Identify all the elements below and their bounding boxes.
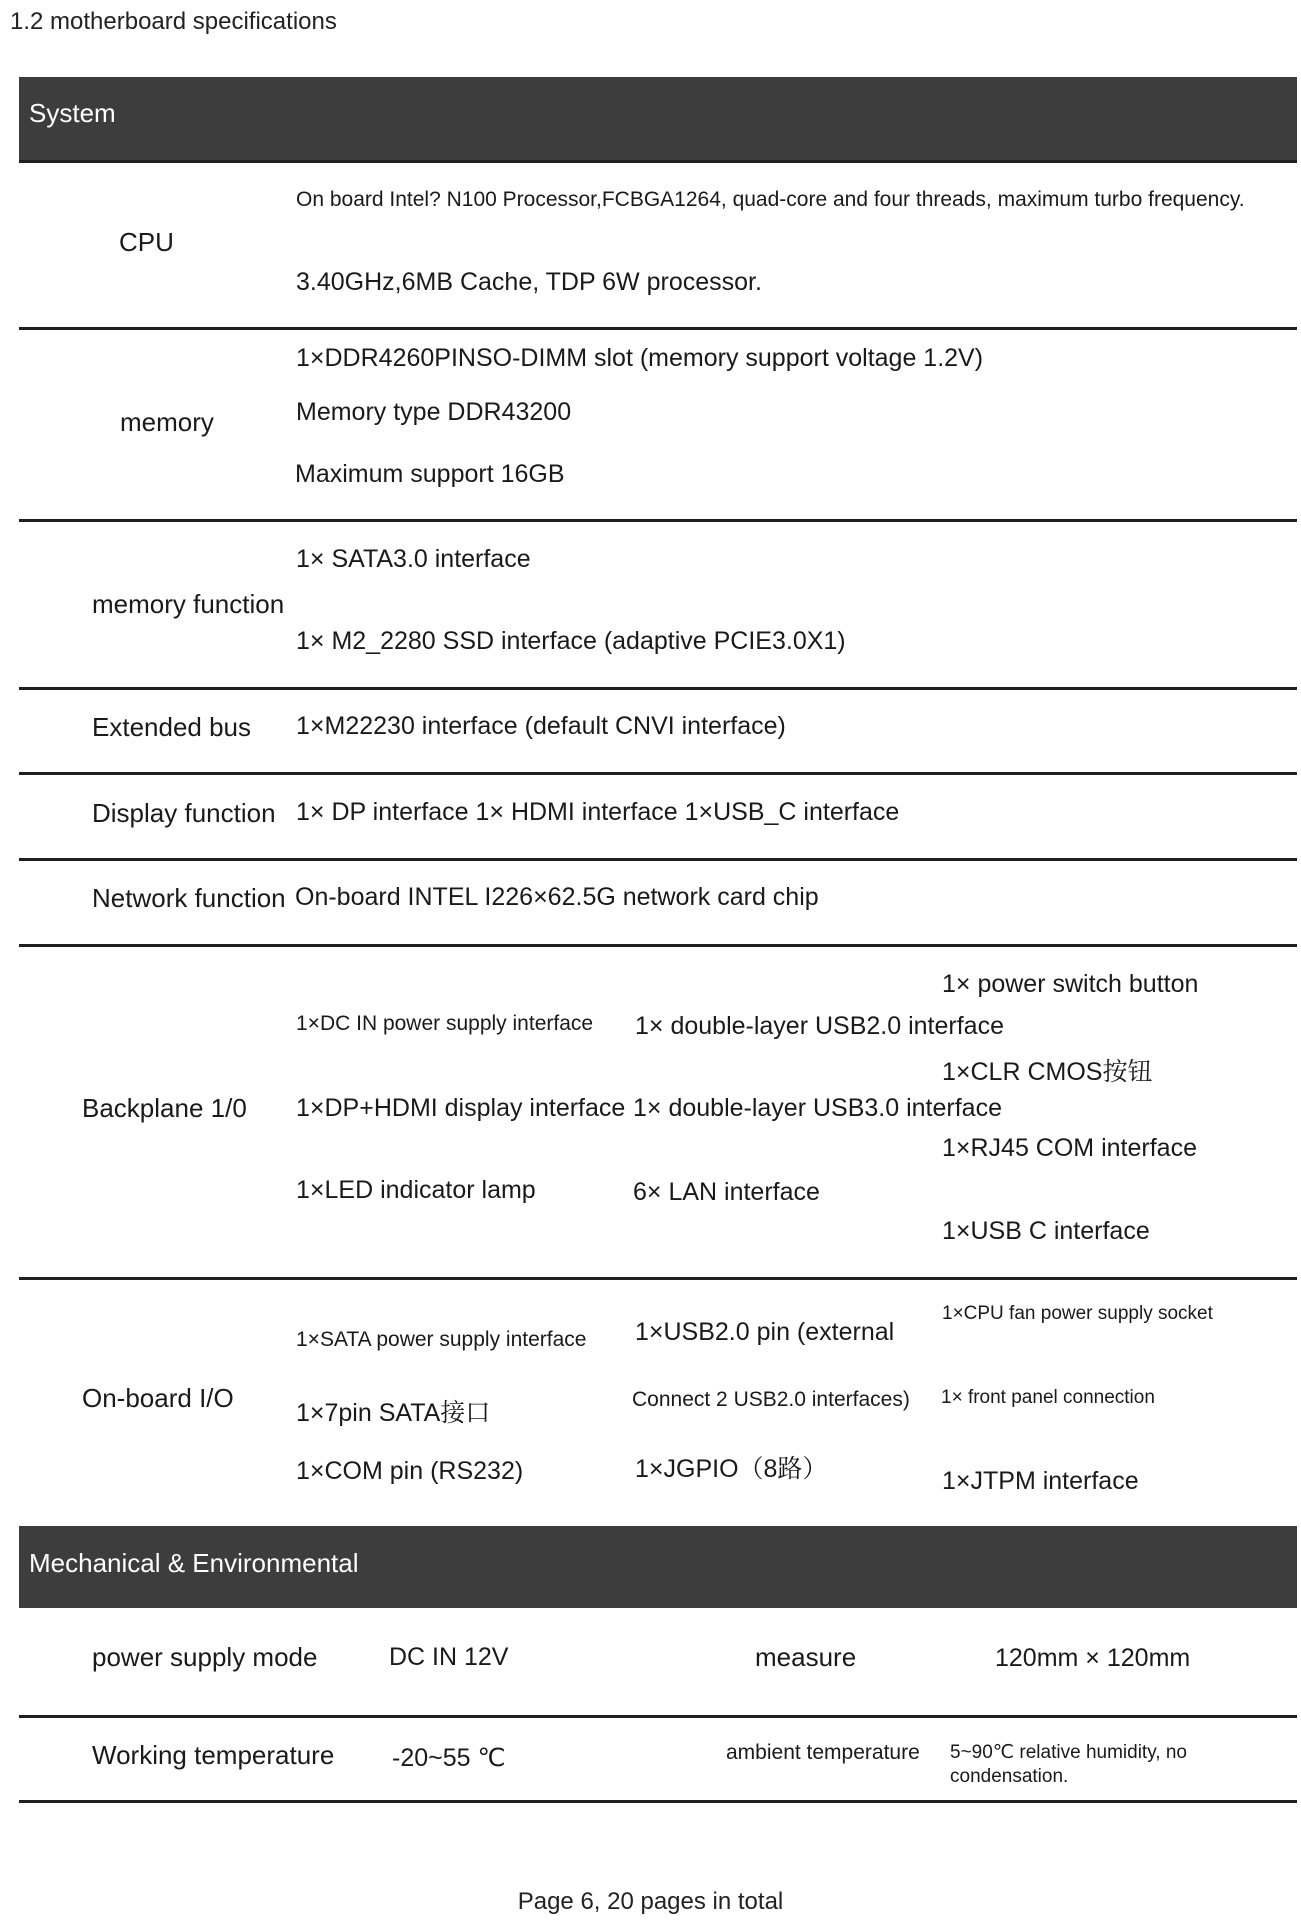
display-value: 1× DP interface 1× HDMI interface 1×USB_C interface (296, 798, 900, 826)
network-label: Network function (92, 883, 286, 913)
working-temperature-label: Working temperature (92, 1740, 335, 1770)
onboard-item: Connect 2 USB2.0 interfaces) (632, 1388, 910, 1411)
working-temperature-value: -20~55 ℃ (392, 1744, 506, 1772)
backplane-item: 1× power switch button (942, 970, 1199, 998)
cpu-value-line1: On board Intel? N100 Processor,FCBGA1264, quad-core and four threads, maximum turbo frequency. (296, 188, 1245, 211)
backplane-item: 6× LAN interface (633, 1178, 820, 1206)
storage-value-line: 1× M2_2280 SSD interface (adaptive PCIE3.0X1) (296, 627, 846, 655)
backplane-item: 1×CLR CMOS按钮 (942, 1058, 1153, 1086)
memory-value-line: Memory type DDR43200 (296, 398, 572, 426)
ambient-temperature-label: ambient temperature (726, 1741, 920, 1764)
page-footer: Page 6, 20 pages in total (517, 1888, 784, 1915)
divider (19, 858, 1297, 861)
extended-bus-value: 1×M22230 interface (default CNVI interface) (296, 712, 786, 740)
onboard-item: 1×JTPM interface (942, 1467, 1139, 1495)
divider (19, 1277, 1297, 1280)
system-header-label: System (29, 98, 116, 128)
onboard-item: 1×JGPIO（8路） (635, 1455, 828, 1483)
divider (19, 519, 1297, 522)
backplane-item: 1×DC IN power supply interface (296, 1012, 594, 1035)
system-header (19, 77, 1297, 161)
backplane-label: Backplane 1/0 (82, 1093, 247, 1123)
power-supply-value: DC IN 12V (389, 1643, 509, 1671)
memory-value-line: Maximum support 16GB (295, 460, 565, 488)
backplane-item: 1×RJ45 COM interface (942, 1134, 1197, 1162)
divider (19, 772, 1297, 775)
onboard-label: On-board I/O (82, 1383, 234, 1413)
backplane-item: 1×LED indicator lamp (296, 1176, 536, 1204)
divider (19, 327, 1297, 330)
onboard-item: 1×COM pin (RS232) (296, 1457, 524, 1485)
extended-bus-label: Extended bus (92, 712, 252, 742)
divider (19, 1715, 1297, 1718)
divider (19, 944, 1297, 947)
memory-value-line: 1×DDR4260PINSO-DIMM slot (memory support voltage 1.2V) (296, 344, 984, 372)
power-supply-label: power supply mode (92, 1642, 318, 1672)
cpu-label: CPU (119, 227, 174, 257)
divider (19, 1800, 1297, 1803)
storage-label: memory function (92, 589, 285, 619)
backplane-item: 1×DP+HDMI display interface (296, 1094, 626, 1122)
onboard-item: 1×7pin SATA接口 (296, 1399, 491, 1427)
onboard-item: 1×SATA power supply interface (296, 1328, 587, 1351)
backplane-item: 1× double-layer USB3.0 interface (633, 1094, 1002, 1122)
cpu-value-line2: 3.40GHz,6MB Cache, TDP 6W processor. (296, 268, 762, 296)
backplane-item: 1× double-layer USB2.0 interface (635, 1012, 1004, 1040)
mechanical-header-label: Mechanical & Environmental (29, 1548, 359, 1578)
display-label: Display function (92, 798, 276, 828)
onboard-item: 1×CPU fan power supply socket (942, 1303, 1213, 1324)
storage-value-line: 1× SATA3.0 interface (296, 545, 531, 573)
divider (19, 687, 1297, 690)
backplane-item: 1×USB C interface (942, 1217, 1150, 1245)
measure-label: measure (755, 1642, 857, 1672)
ambient-temperature-value: 5~90℃ relative humidity, no condensation. (950, 1742, 1187, 1787)
network-value: On-board INTEL I226×62.5G network card chip (295, 883, 819, 911)
mechanical-header (19, 1526, 1297, 1608)
memory-label: memory (120, 407, 214, 437)
measure-value: 120mm × 120mm (995, 1644, 1191, 1672)
onboard-item: 1× front panel connection (941, 1387, 1155, 1408)
page-title: 1.2 motherboard specifications (10, 8, 337, 35)
divider (19, 160, 1297, 163)
onboard-item: 1×USB2.0 pin (external (635, 1318, 895, 1346)
